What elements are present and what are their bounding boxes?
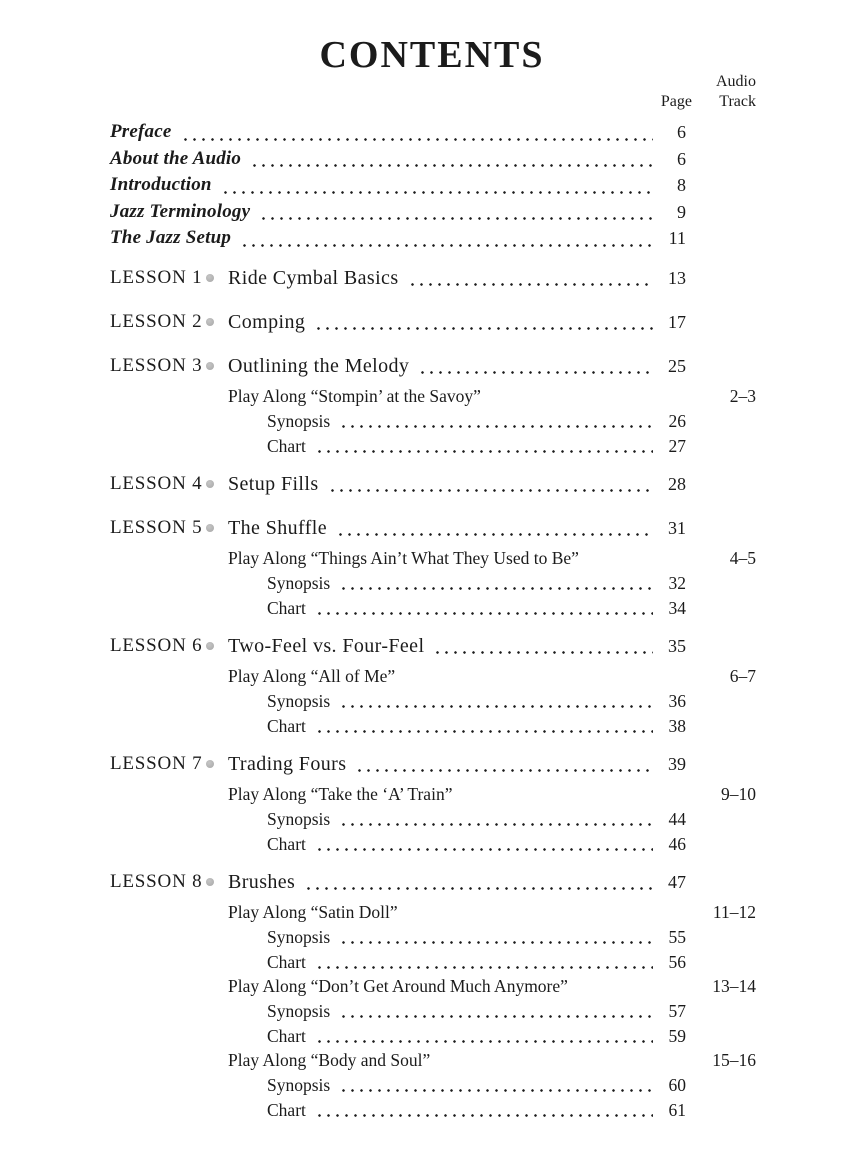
spacer xyxy=(430,1048,686,1072)
lesson-number: LESSON 3 xyxy=(110,354,203,376)
lesson-title: Ride Cymbal Basics xyxy=(228,266,399,289)
play-along-label: Play Along “Body and Soul” xyxy=(228,1049,431,1070)
dot-leader xyxy=(337,1073,653,1097)
dot-leader xyxy=(337,807,653,831)
dot-leader xyxy=(313,950,653,974)
page-number: 59 xyxy=(668,1025,686,1046)
audio-track-cell xyxy=(686,596,756,620)
page-number: 61 xyxy=(668,1099,686,1120)
lesson-row xyxy=(110,471,756,497)
lesson-block xyxy=(110,471,756,497)
lesson-number: LESSON 5 xyxy=(110,516,203,538)
audio-track-column-header xyxy=(716,72,756,112)
lesson-number: LESSON 2 xyxy=(110,310,203,332)
page-number: 32 xyxy=(668,572,686,593)
audio-track-number: 13–14 xyxy=(712,975,756,996)
audio-track-cell xyxy=(686,751,756,777)
audio-track-cell xyxy=(686,869,756,895)
chart-row xyxy=(110,714,756,738)
chart-row xyxy=(110,596,756,620)
dot-leader xyxy=(179,119,653,146)
spacer xyxy=(481,384,686,408)
lesson-number: LESSON 8 xyxy=(110,870,203,892)
dot-leader xyxy=(238,225,653,252)
play-along-row xyxy=(110,900,756,924)
bullet-icon xyxy=(206,878,214,886)
dot-leader xyxy=(313,832,653,856)
page-number: 11 xyxy=(668,228,686,249)
lesson-row xyxy=(110,633,756,659)
audio-track-cell xyxy=(686,714,756,738)
page-number: 57 xyxy=(668,1000,686,1021)
play-along-row xyxy=(110,974,756,998)
audio-track-cell xyxy=(686,119,756,146)
audio-track-cell xyxy=(686,353,756,379)
page-number: 38 xyxy=(668,715,686,736)
audio-track-cell xyxy=(686,1098,756,1122)
dot-leader xyxy=(248,146,653,173)
audio-track-cell xyxy=(686,1024,756,1048)
chart-row xyxy=(110,1024,756,1048)
sub-entry-label: Synopsis xyxy=(267,410,331,431)
lesson-number: LESSON 4 xyxy=(110,472,203,494)
lesson-row xyxy=(110,309,756,335)
page-number: 8 xyxy=(677,175,686,196)
lessons-section xyxy=(110,265,756,1122)
play-along-row xyxy=(110,546,756,570)
bullet-icon xyxy=(206,642,214,650)
toc-entry-label: Jazz Terminology xyxy=(110,200,251,222)
synopsis-row xyxy=(110,571,756,595)
lesson-title: Trading Fours xyxy=(228,752,347,775)
chart-row xyxy=(110,832,756,856)
dot-leader xyxy=(302,869,653,895)
page-number: 27 xyxy=(668,435,686,456)
audio-track-number: 15–16 xyxy=(712,1049,756,1070)
bullet-icon xyxy=(206,480,214,488)
dot-leader xyxy=(334,515,653,541)
audio-track-cell xyxy=(686,265,756,291)
audio-track-cell xyxy=(686,146,756,173)
spacer xyxy=(395,664,686,688)
synopsis-row xyxy=(110,409,756,433)
page-number: 17 xyxy=(668,311,686,332)
page-number: 34 xyxy=(668,597,686,618)
toc-entry xyxy=(110,225,756,252)
play-along-label: Play Along “Take the ‘A’ Train” xyxy=(228,783,453,804)
sub-entry-label: Chart xyxy=(267,833,306,854)
toc-entry-label: The Jazz Setup xyxy=(110,227,232,249)
lesson-title: Setup Fills xyxy=(228,472,319,495)
audio-track-cell xyxy=(686,925,756,949)
sub-entry-label: Synopsis xyxy=(267,1074,331,1095)
lesson-block xyxy=(110,633,756,738)
lesson-number: LESSON 1 xyxy=(110,266,203,288)
spacer xyxy=(398,900,686,924)
spacer xyxy=(568,974,686,998)
audio-track-number: 6–7 xyxy=(729,665,756,686)
audio-header-line1: Audio xyxy=(716,73,756,90)
dot-leader xyxy=(337,925,653,949)
toc-entry xyxy=(110,119,756,146)
dot-leader xyxy=(312,309,653,335)
sub-entry-label: Synopsis xyxy=(267,690,331,711)
sub-entry-label: Synopsis xyxy=(267,926,331,947)
audio-track-cell xyxy=(686,515,756,541)
lesson-row xyxy=(110,265,756,291)
dot-leader xyxy=(431,633,653,659)
page-number: 6 xyxy=(677,148,686,169)
dot-leader xyxy=(219,172,653,199)
dot-leader xyxy=(406,265,653,291)
spacer xyxy=(579,546,686,570)
toc-entry xyxy=(110,172,756,199)
audio-track-cell xyxy=(686,807,756,831)
toc-entry-label: Introduction xyxy=(110,174,212,196)
audio-track-cell xyxy=(686,225,756,252)
dot-leader xyxy=(313,434,653,458)
dot-leader xyxy=(313,596,653,620)
bullet-icon xyxy=(206,524,214,532)
audio-track-cell xyxy=(686,471,756,497)
sub-entry-label: Chart xyxy=(267,435,306,456)
bullet-icon xyxy=(206,274,214,282)
play-along-label: Play Along “Things Ain’t What They Used to Be” xyxy=(228,547,579,568)
toc-entry-label: Preface xyxy=(110,121,172,142)
audio-track-cell xyxy=(686,1073,756,1097)
chart-row xyxy=(110,434,756,458)
dot-leader xyxy=(337,409,653,433)
lesson-row xyxy=(110,353,756,379)
audio-header-line2: Track xyxy=(719,93,756,110)
dot-leader xyxy=(313,1024,653,1048)
audio-track-number: 4–5 xyxy=(729,547,756,568)
page-number: 47 xyxy=(668,871,686,892)
synopsis-row xyxy=(110,925,756,949)
page-number: 35 xyxy=(668,635,686,656)
play-along-label: Play Along “All of Me” xyxy=(228,665,396,686)
audio-track-cell xyxy=(686,199,756,226)
dot-leader xyxy=(337,999,653,1023)
page-title: CONTENTS xyxy=(319,34,545,76)
lesson-block xyxy=(110,869,756,1122)
page-number: 25 xyxy=(668,355,686,376)
play-along-label: Play Along “Satin Doll” xyxy=(228,901,398,922)
bullet-icon xyxy=(206,362,214,370)
audio-track-cell xyxy=(686,689,756,713)
page-number: 26 xyxy=(668,410,686,431)
lesson-row xyxy=(110,751,756,777)
spacer xyxy=(452,782,686,806)
page-number: 6 xyxy=(677,122,686,142)
audio-track-cell xyxy=(686,999,756,1023)
sub-entry-label: Chart xyxy=(267,951,306,972)
lesson-block xyxy=(110,515,756,620)
chart-row xyxy=(110,950,756,974)
page-number: 13 xyxy=(668,267,686,288)
page-number: 9 xyxy=(677,201,686,222)
play-along-row xyxy=(110,384,756,408)
sub-entry-label: Chart xyxy=(267,715,306,736)
dot-leader xyxy=(416,353,653,379)
audio-track-cell xyxy=(686,832,756,856)
audio-track-cell xyxy=(686,571,756,595)
play-along-label: Play Along “Don’t Get Around Much Anymore” xyxy=(228,975,568,996)
lesson-title: Brushes xyxy=(228,870,296,893)
lesson-number: LESSON 7 xyxy=(110,752,203,774)
play-along-row xyxy=(110,664,756,688)
page-number: 36 xyxy=(668,690,686,711)
lesson-row xyxy=(110,869,756,895)
chart-row xyxy=(110,1098,756,1122)
audio-track-cell xyxy=(686,409,756,433)
synopsis-row xyxy=(110,689,756,713)
play-along-label: Play Along “Stompin’ at the Savoy” xyxy=(228,385,481,406)
audio-track-cell xyxy=(686,172,756,199)
sub-entry-label: Synopsis xyxy=(267,572,331,593)
synopsis-row xyxy=(110,999,756,1023)
page-column-header: Page xyxy=(660,93,692,110)
audio-track-number: 11–12 xyxy=(712,901,756,922)
audio-track-cell xyxy=(686,633,756,659)
page-number: 28 xyxy=(668,473,686,494)
dot-leader xyxy=(313,1098,653,1122)
audio-track-number: 2–3 xyxy=(729,385,756,406)
toc-entry xyxy=(110,146,756,173)
dot-leader xyxy=(353,751,653,777)
dot-leader xyxy=(337,571,653,595)
sub-entry-label: Synopsis xyxy=(267,808,331,829)
dot-leader xyxy=(337,689,653,713)
bullet-icon xyxy=(206,318,214,326)
lesson-title: Comping xyxy=(228,310,306,333)
front-matter-section xyxy=(110,119,756,252)
page-number: 31 xyxy=(668,517,686,538)
audio-track-cell xyxy=(686,434,756,458)
page-number: 56 xyxy=(668,951,686,972)
lesson-number: LESSON 6 xyxy=(110,634,203,656)
page-number: 55 xyxy=(668,926,686,947)
synopsis-row xyxy=(110,1073,756,1097)
lesson-block xyxy=(110,309,756,335)
bullet-icon xyxy=(206,760,214,768)
audio-track-cell xyxy=(686,309,756,335)
lesson-title: The Shuffle xyxy=(228,516,328,539)
toc-entry-label: About the Audio xyxy=(110,147,242,169)
toc-entry xyxy=(110,199,756,226)
page-number: 44 xyxy=(668,808,686,829)
lesson-block xyxy=(110,751,756,856)
synopsis-row xyxy=(110,807,756,831)
dot-leader xyxy=(257,199,653,226)
page-number: 46 xyxy=(668,833,686,854)
dot-leader xyxy=(326,471,653,497)
audio-track-number: 9–10 xyxy=(721,783,756,804)
lesson-title: Outlining the Melody xyxy=(228,354,410,377)
sub-entry-label: Chart xyxy=(267,1099,306,1120)
lesson-block xyxy=(110,265,756,291)
page-number: 39 xyxy=(668,753,686,774)
audio-track-cell xyxy=(686,950,756,974)
lesson-block xyxy=(110,353,756,458)
dot-leader xyxy=(313,714,653,738)
sub-entry-label: Chart xyxy=(267,1025,306,1046)
play-along-row xyxy=(110,782,756,806)
play-along-row xyxy=(110,1048,756,1072)
sub-entry-label: Chart xyxy=(267,597,306,618)
lesson-row xyxy=(110,515,756,541)
lesson-title: Two-Feel vs. Four-Feel xyxy=(228,634,425,657)
sub-entry-label: Synopsis xyxy=(267,1000,331,1021)
table-of-contents xyxy=(110,119,756,1122)
page-number: 60 xyxy=(668,1074,686,1095)
